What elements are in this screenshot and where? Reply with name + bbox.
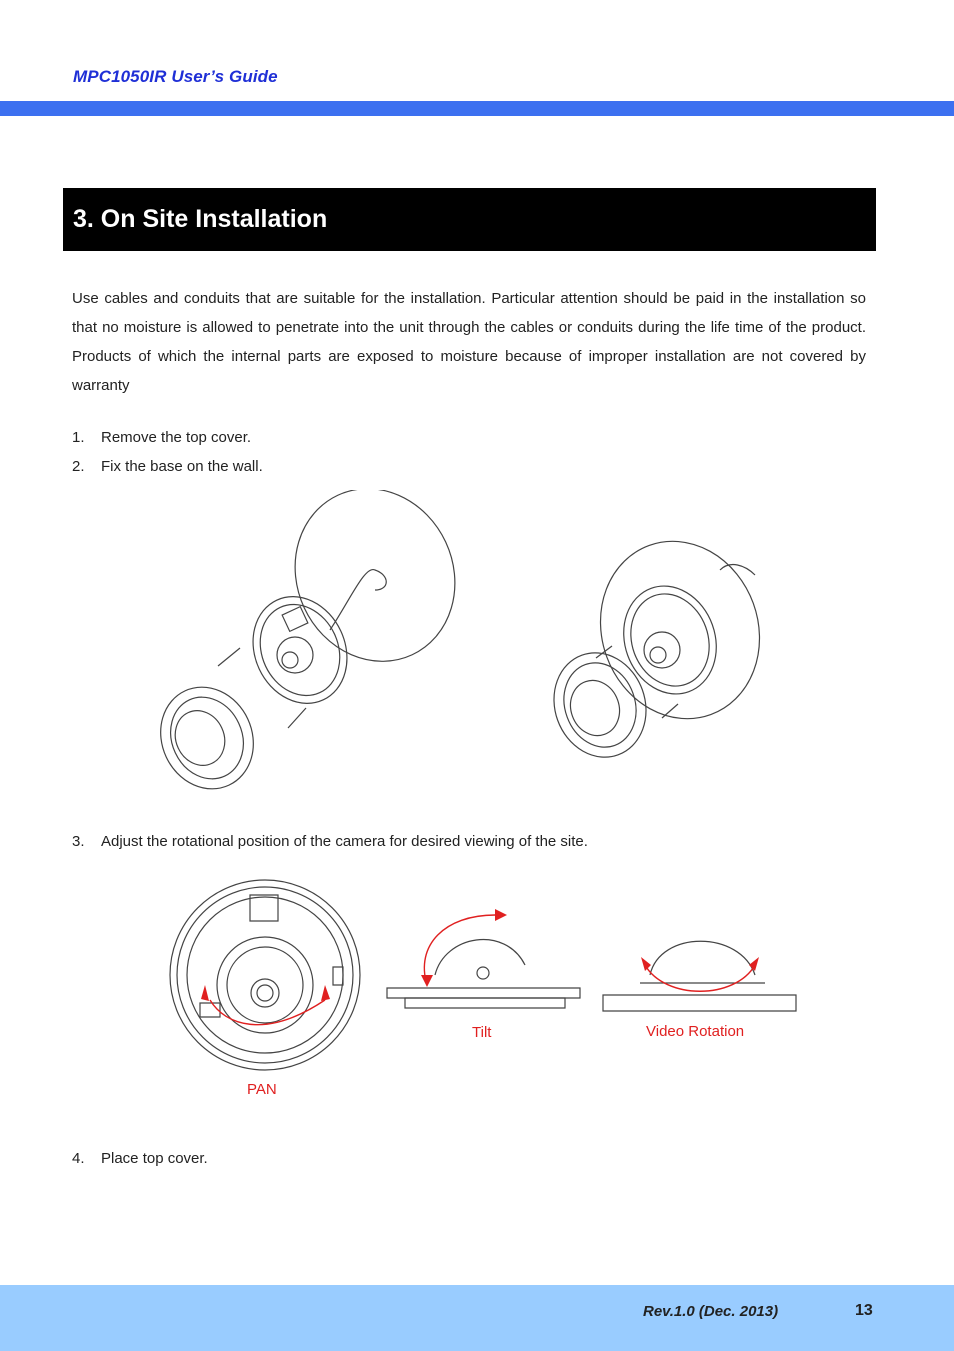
step-3 xyxy=(72,833,588,850)
page-footer xyxy=(0,1285,954,1351)
step-number: 3. xyxy=(72,833,85,850)
tilt-label: Tilt xyxy=(472,1024,492,1041)
tilt-dome xyxy=(435,940,525,975)
mounting-diagram-image xyxy=(150,490,770,810)
page-number: 13 xyxy=(855,1302,873,1319)
tilt-base xyxy=(387,988,580,998)
mounting-illustration xyxy=(150,490,770,810)
cable-left xyxy=(330,570,386,630)
header-bar xyxy=(0,101,954,116)
pan-arrow xyxy=(210,1000,325,1025)
pan-label: PAN xyxy=(247,1081,277,1098)
step-text: Adjust the rotational position of the camera for desired viewing of the site. xyxy=(101,833,588,850)
adjustment-illustration xyxy=(165,875,805,1105)
section-title: 3. On Site Installation xyxy=(73,205,328,233)
step-4 xyxy=(72,1150,208,1167)
rotation-arrow xyxy=(645,965,755,991)
document-title: MPC1050IR User’s Guide xyxy=(73,67,278,86)
dome-cover-right xyxy=(540,640,661,770)
pan-housing xyxy=(170,880,360,1070)
step-1 xyxy=(72,429,251,446)
dome-cover-left xyxy=(150,672,270,804)
rotation-base xyxy=(603,995,796,1011)
intro-paragraph: Use cables and conduits that are suitable for the installation. Particular attention should be paid in the installation so that no moisture is allowed to penetrate into the unit through the cables or conduits during the life time of the product. Products of which the internal parts are exposed to moisture because of improper installation are not covered by warranty xyxy=(72,290,866,394)
step-text: Remove the top cover. xyxy=(101,429,252,446)
screw-1 xyxy=(218,648,240,666)
revision-text: Rev.1.0 (Dec. 2013) xyxy=(643,1303,779,1320)
rotation-dome xyxy=(650,941,755,975)
cable-right xyxy=(720,565,755,575)
wall-plate-left xyxy=(267,490,483,688)
step-text: Fix the base on the wall. xyxy=(101,458,263,475)
step-text: Place top cover. xyxy=(101,1150,208,1167)
step-2 xyxy=(72,458,263,475)
adjustment-diagram-image xyxy=(165,875,805,1105)
section-banner xyxy=(63,188,876,251)
step-number: 4. xyxy=(72,1150,85,1167)
step-number: 2. xyxy=(72,458,85,475)
step-number: 1. xyxy=(72,429,85,446)
video-rotation-label: Video Rotation xyxy=(646,1023,745,1040)
screw-2 xyxy=(288,708,306,728)
